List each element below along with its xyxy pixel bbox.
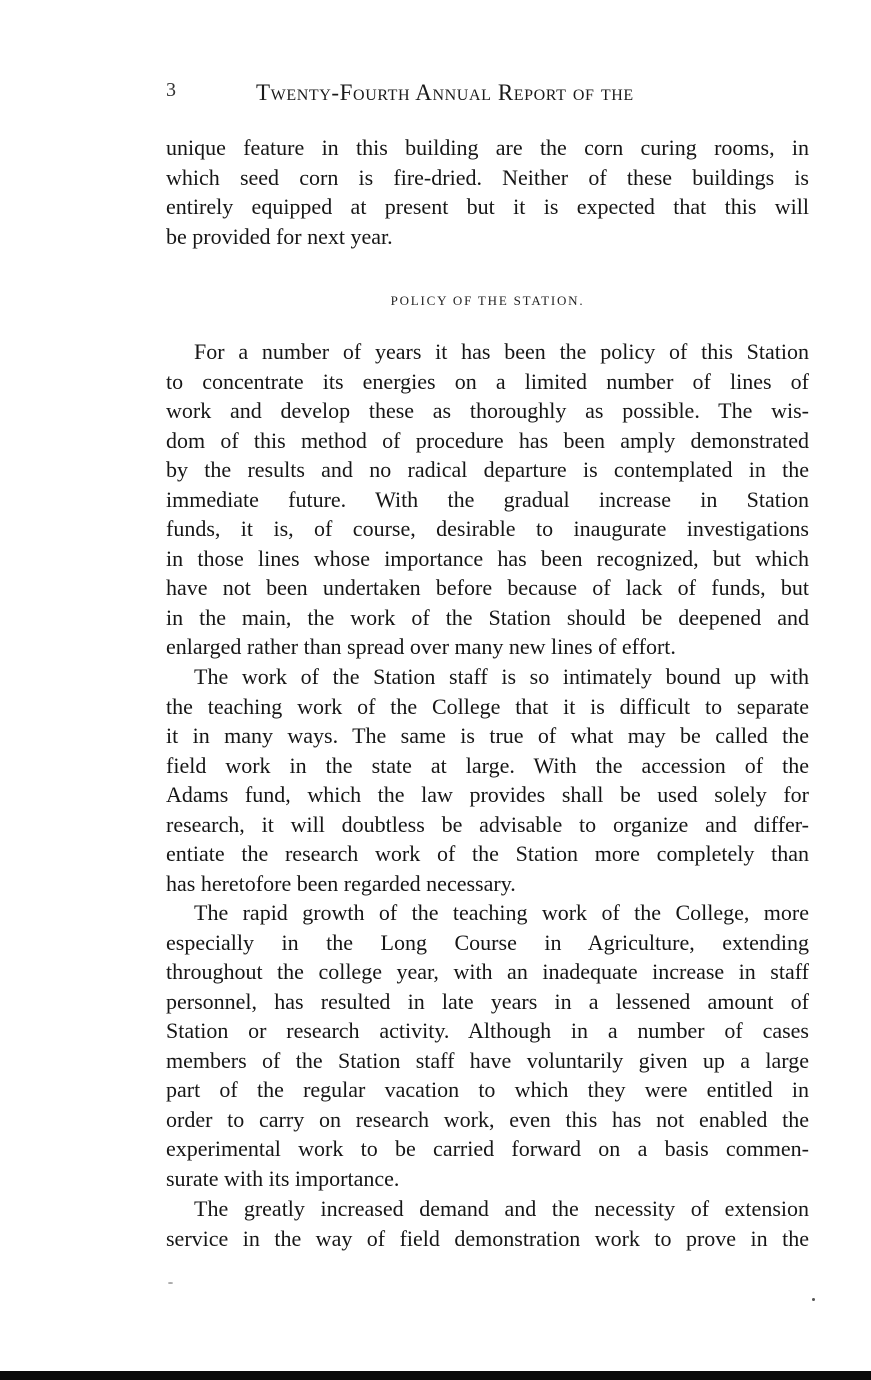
policy-paragraph-2 <box>166 662 809 898</box>
text-line: members of the Station staff have voluntarily given up a large <box>166 1047 809 1073</box>
text-line: has heretofore been regarded necessary. <box>166 870 516 896</box>
text-line: the teaching work of the College that it is difficult to separate <box>166 693 809 719</box>
text-line: The rapid growth of the teaching work of the College, more <box>194 900 809 925</box>
text-line: be provided for next year. <box>166 223 393 249</box>
text-line: experimental work to be carried forward on a basis commen- <box>166 1136 809 1161</box>
scan-speck <box>168 1282 173 1284</box>
text-line: it in many ways. The same is true of what may be called the <box>166 723 809 748</box>
text-line: part of the regular vacation to which they were entitled in <box>166 1077 809 1102</box>
text-line: in the main, the work of the Station should be deepened and <box>166 604 809 630</box>
policy-paragraph-1 <box>166 337 809 662</box>
text-line: which seed corn is fire-dried. Neither of these buildings is <box>166 164 809 190</box>
text-line: in those lines whose importance has been recognized, but which <box>166 545 809 571</box>
text-line: entiate the research work of the Station more completely than <box>166 841 809 866</box>
text-line: research, it will doubtless be advisable to organize and differ- <box>166 811 809 837</box>
text-line: have not been undertaken before because of lack of funds, but <box>166 575 809 600</box>
policy-paragraph-3 <box>166 898 809 1193</box>
text-line: to concentrate its energies on a limited number of lines of <box>166 368 809 394</box>
text-line: unique feature in this building are the corn curing rooms, in <box>166 135 809 160</box>
intro-continuation-paragraph <box>166 133 809 251</box>
text-line: service in the way of field demonstration work to prove in the <box>166 1225 809 1251</box>
page-number: 3 <box>166 79 176 101</box>
text-line: throughout the college year, with an inadequate increase in staff <box>166 959 809 984</box>
section-heading: POLICY OF THE STATION. <box>390 293 585 308</box>
text-line: funds, it is, of course, desirable to inaugurate investigations <box>166 516 809 541</box>
text-line: order to carry on research work, even this has not enabled the <box>166 1106 809 1132</box>
policy-paragraph-4 <box>166 1194 809 1253</box>
text-line: field work in the state at large. With the accession of the <box>166 752 809 778</box>
text-line: immediate future. With the gradual increase in Station <box>166 486 809 512</box>
text-line: The greatly increased demand and the necessity of extension <box>194 1196 809 1221</box>
text-line: For a number of years it has been the policy of this Station <box>194 339 809 364</box>
scan-speck <box>812 1298 815 1301</box>
text-line: Station or research activity. Although in a number of cases <box>166 1018 809 1043</box>
text-line: The work of the Station staff is so intimately bound up with <box>194 664 809 689</box>
running-head: Twenty-Fourth Annual Report of the <box>256 80 634 105</box>
scan-edge-bar <box>0 1371 871 1380</box>
text-line: entirely equipped at present but it is expected that this will <box>166 194 809 219</box>
text-line: surate with its importance. <box>166 1165 400 1191</box>
text-line: personnel, has resulted in late years in a lessened amount of <box>166 988 809 1014</box>
text-line: work and develop these as thoroughly as possible. The wis- <box>166 398 809 423</box>
text-line: by the results and no radical departure is contemplated in the <box>166 457 809 482</box>
text-line: dom of this method of procedure has been amply demonstrated <box>166 427 809 453</box>
text-line: Adams fund, which the law provides shall be used solely for <box>166 782 809 807</box>
text-line: especially in the Long Course in Agriculture, extending <box>166 929 809 955</box>
text-line: enlarged rather than spread over many new lines of effort. <box>166 634 676 659</box>
